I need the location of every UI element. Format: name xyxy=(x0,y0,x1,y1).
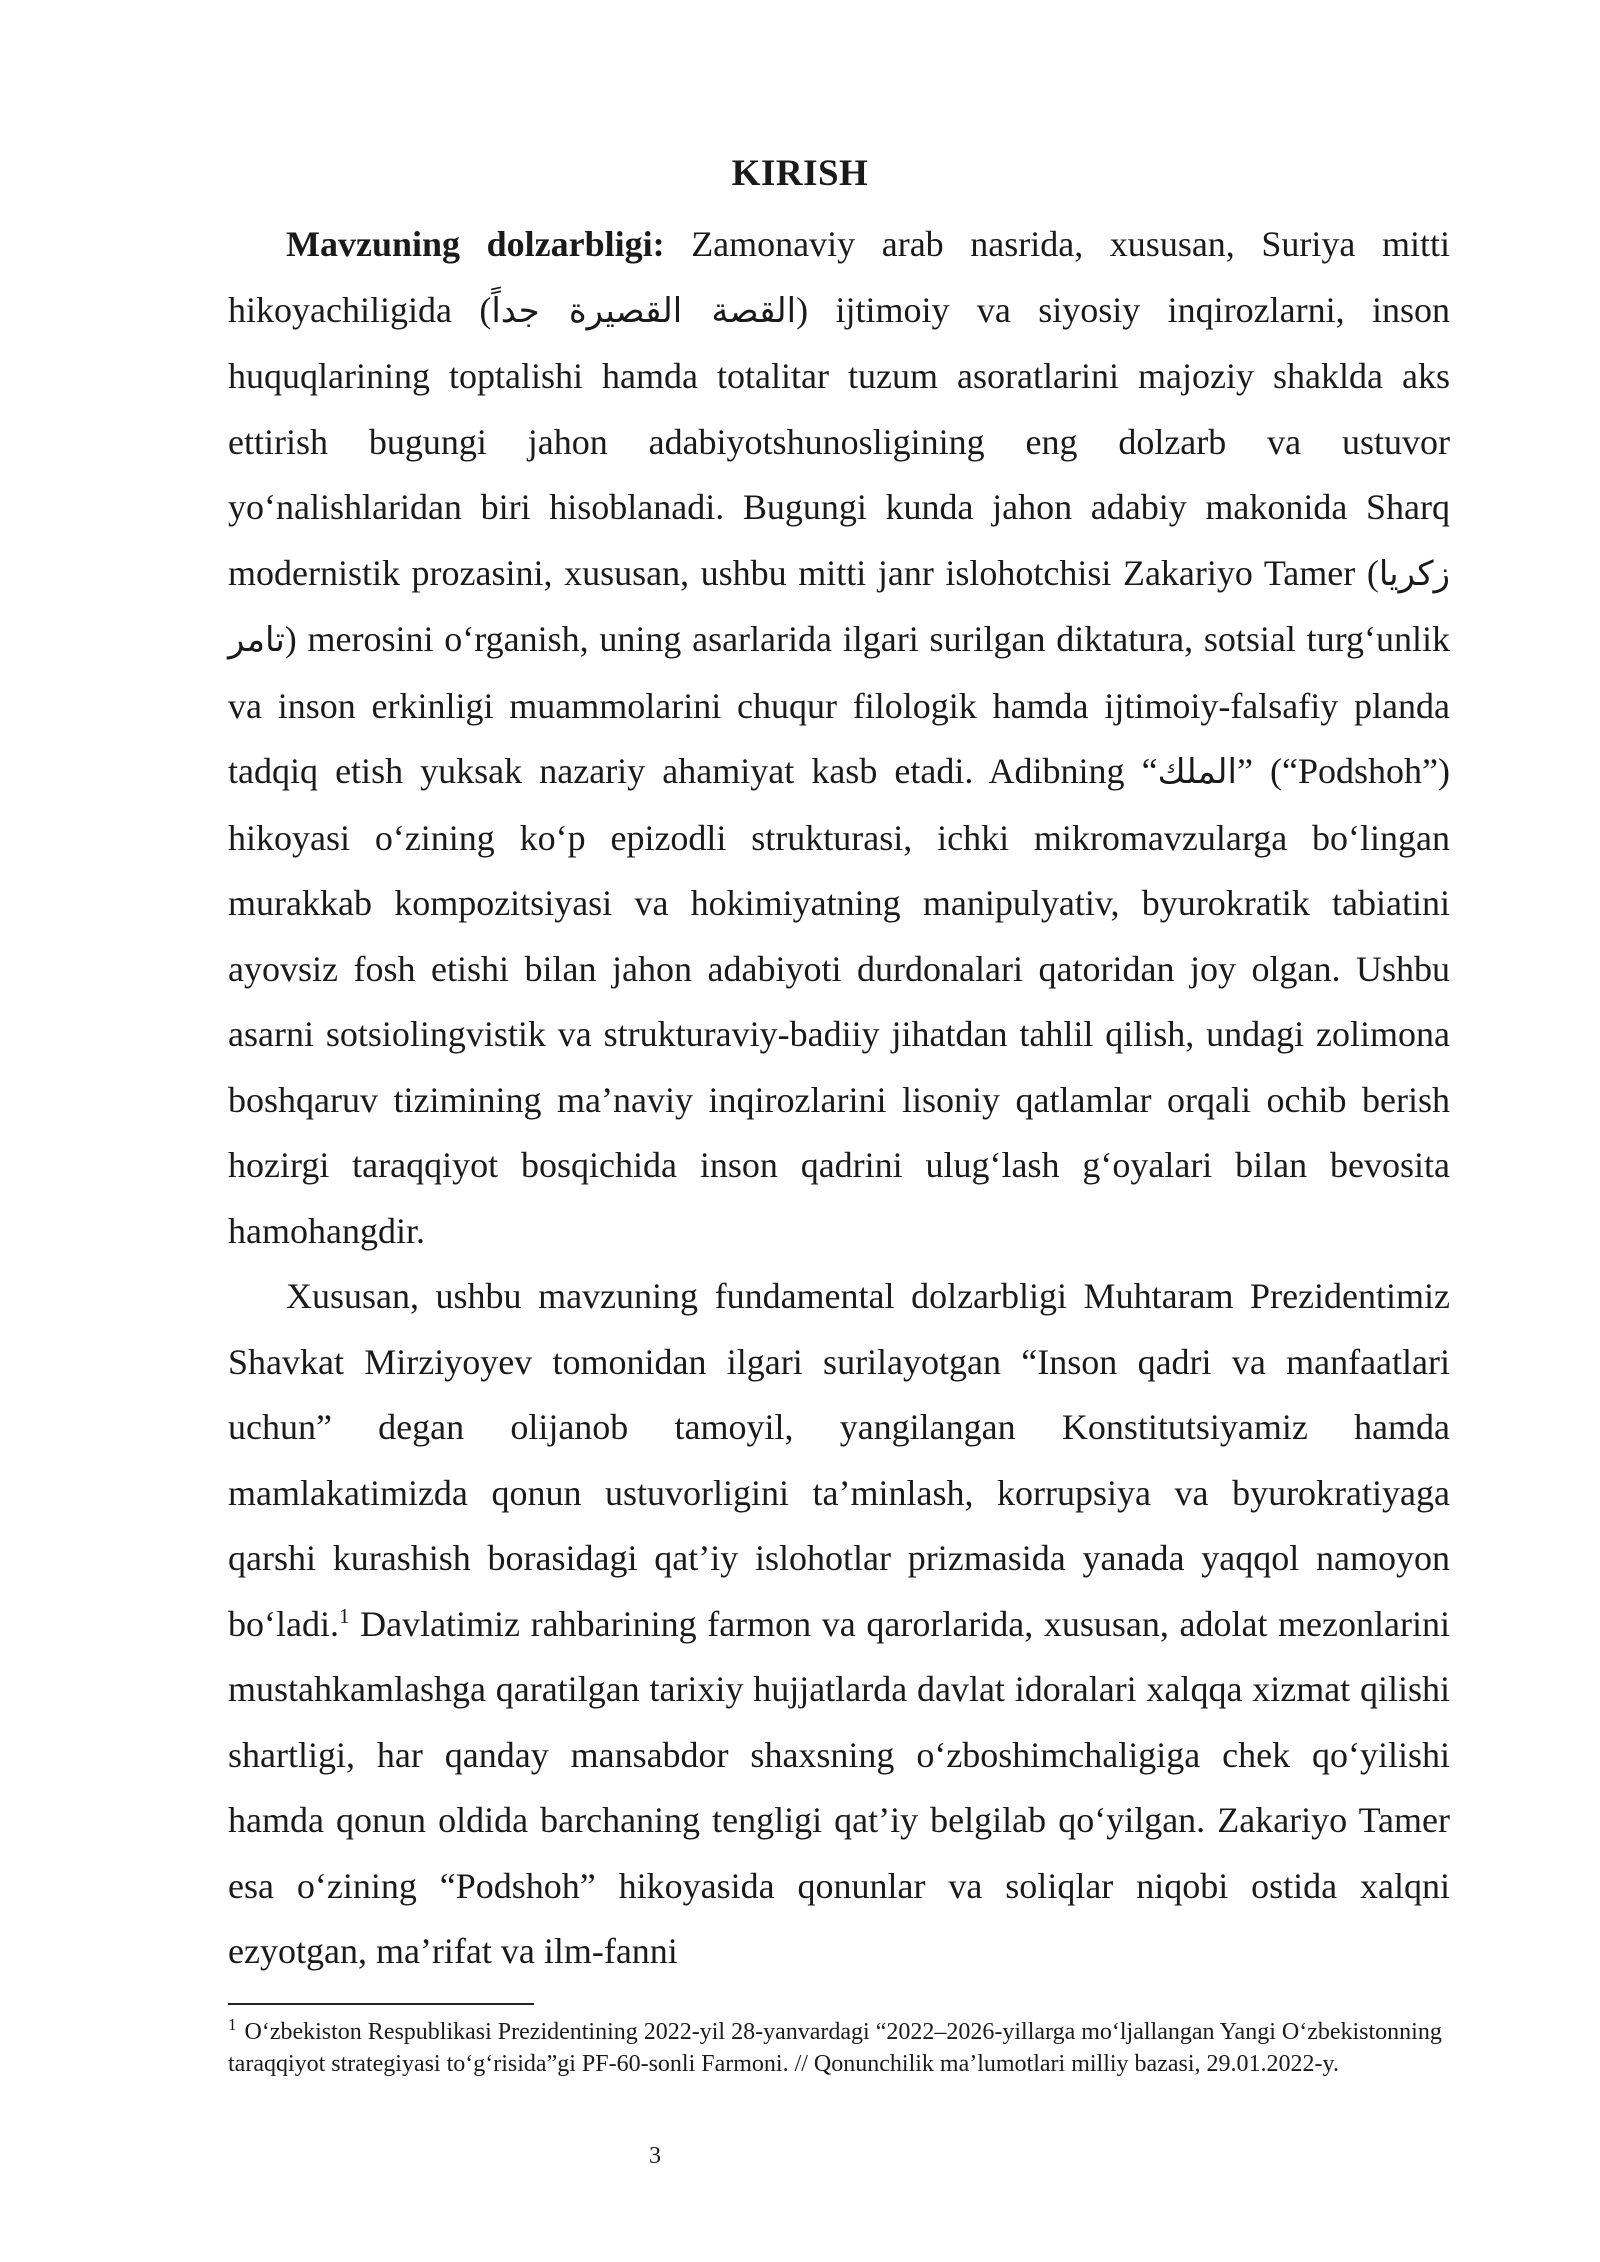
footnote-separator xyxy=(228,2003,534,2005)
text-segment: Xususan, ushbu mavzuning fundamental dolzarbligi Muhtaram Prezidentimiz Shavkat Mirziyoyev tomonidan ilgari surilayotgan “Inson qadri va manfaatlari uchun” degan olijanob tamoyil, yangilangan Konstitutsiyamiz hamda mamlakatimizda qonun ustuvorligini ta’minlash, korrupsiya va byurokratiyaga qarshi kurashish borasidagi qat’iy islohotlar prizmasida yanada yaqqol namoyon bo‘ladi. xyxy=(228,1276,1450,1644)
paragraph-relevance xyxy=(228,212,1450,1264)
arabic-term-title: الملك xyxy=(1157,752,1237,792)
text-segment: Zamonaviy arab nasrida, xususan, Suriya mitti hikoyachiligida ( xyxy=(228,224,1450,330)
footnote xyxy=(228,2016,1450,2080)
arabic-term-genre: القصة القصيرة جداً xyxy=(491,290,797,331)
text-segment: Davlatimiz rahbarining farmon va qarorlarida, xususan, adolat mezonlarini mustahkamlashga qaratilgan tarixiy hujjatlarda davlat idoralari xalqqa xizmat qilishi shartligi, har qanday mansabdor shaxsning o‘zboshimchaligiga chek qo‘yilishi hamda qonun oldida barchaning tengligi qat’iy belgilab qo‘yilgan. Zakariyo Tamer esa o‘zining “Podshoh” hikoyasida qonunlar va soliqlar niqobi ostida xalqni ezyotgan, ma’rifat va ilm-fanni xyxy=(228,1603,1450,1971)
arabic-term-author: زكريا تامر xyxy=(228,553,1450,660)
text-segment: ” (“Podshoh”) hikoyasi o‘zining ko‘p epizodli strukturasi, ichki mikromavzularga bo‘lingan murakkab kompozitsiyasi va hokimiyatning manipulyativ, byurokratik tabiatini ayovsiz fosh etishi bilan jahon adabiyoti durdonalari qatoridan joy olgan. Ushbu asarni sotsiolingvistik va strukturaviy-badiiy jihatdan tahlil qilish, undagi zolimona boshqaruv tizimining ma’naviy inqirozlarini lisoniy qatlamlar orqali ochib berish hozirgi taraqqiyot bosqichida inson qadrini ulug‘lash g‘oyalari bilan bevosita hamohangdir. xyxy=(228,751,1450,1251)
footnote-reference: 1 xyxy=(338,1603,350,1628)
text-segment: ) ijtimoiy va siyosiy inqirozlarni, inson huquqlarining toptalishi hamda totalitar tuzum asoratlarini majoziy shaklda aks ettirish bugungi jahon adabiyotshunosligining eng dolzarb va ustuvor yo‘nalishlaridan biri hisoblanadi. Bugungi kunda jahon adabiy makonida Sharq modernistik prozasini, xususan, ushbu mitti janr islohotchisi Zakariyo Tamer ( xyxy=(228,289,1450,593)
paragraph-presidential xyxy=(228,1264,1450,1985)
main-text xyxy=(228,212,1450,1985)
text-segment: ) merosini o‘rganish, uning asarlarida ilgari surilgan diktatura, sotsial turg‘unlik va inson erkinligi muammolarini chuqur filologik hamda ijtimoiy-falsafiy planda tadqiq etish yuksak nazariy ahamiyat kasb etadi. Adibning “ xyxy=(228,619,1450,791)
footnote-text: O‘zbekiston Respublikasi Prezidentining 2022-yil 28-yanvardagi “2022–2026-yillarga mo‘ljallangan Yangi O‘zbekistonning taraqqiyot strategiyasi to‘g‘risida”gi PF-60-sonli Farmoni. // Qonunchilik ma’lumotlari milliy bazasi, 29.01.2022-y. xyxy=(228,2019,1442,2077)
section-heading: KIRISH xyxy=(731,153,869,194)
footnote-number: 1 xyxy=(228,2015,237,2034)
page-number: 3 xyxy=(649,2143,661,2169)
paragraph-lead: Mavzuning dolzarbligi: xyxy=(286,224,665,264)
